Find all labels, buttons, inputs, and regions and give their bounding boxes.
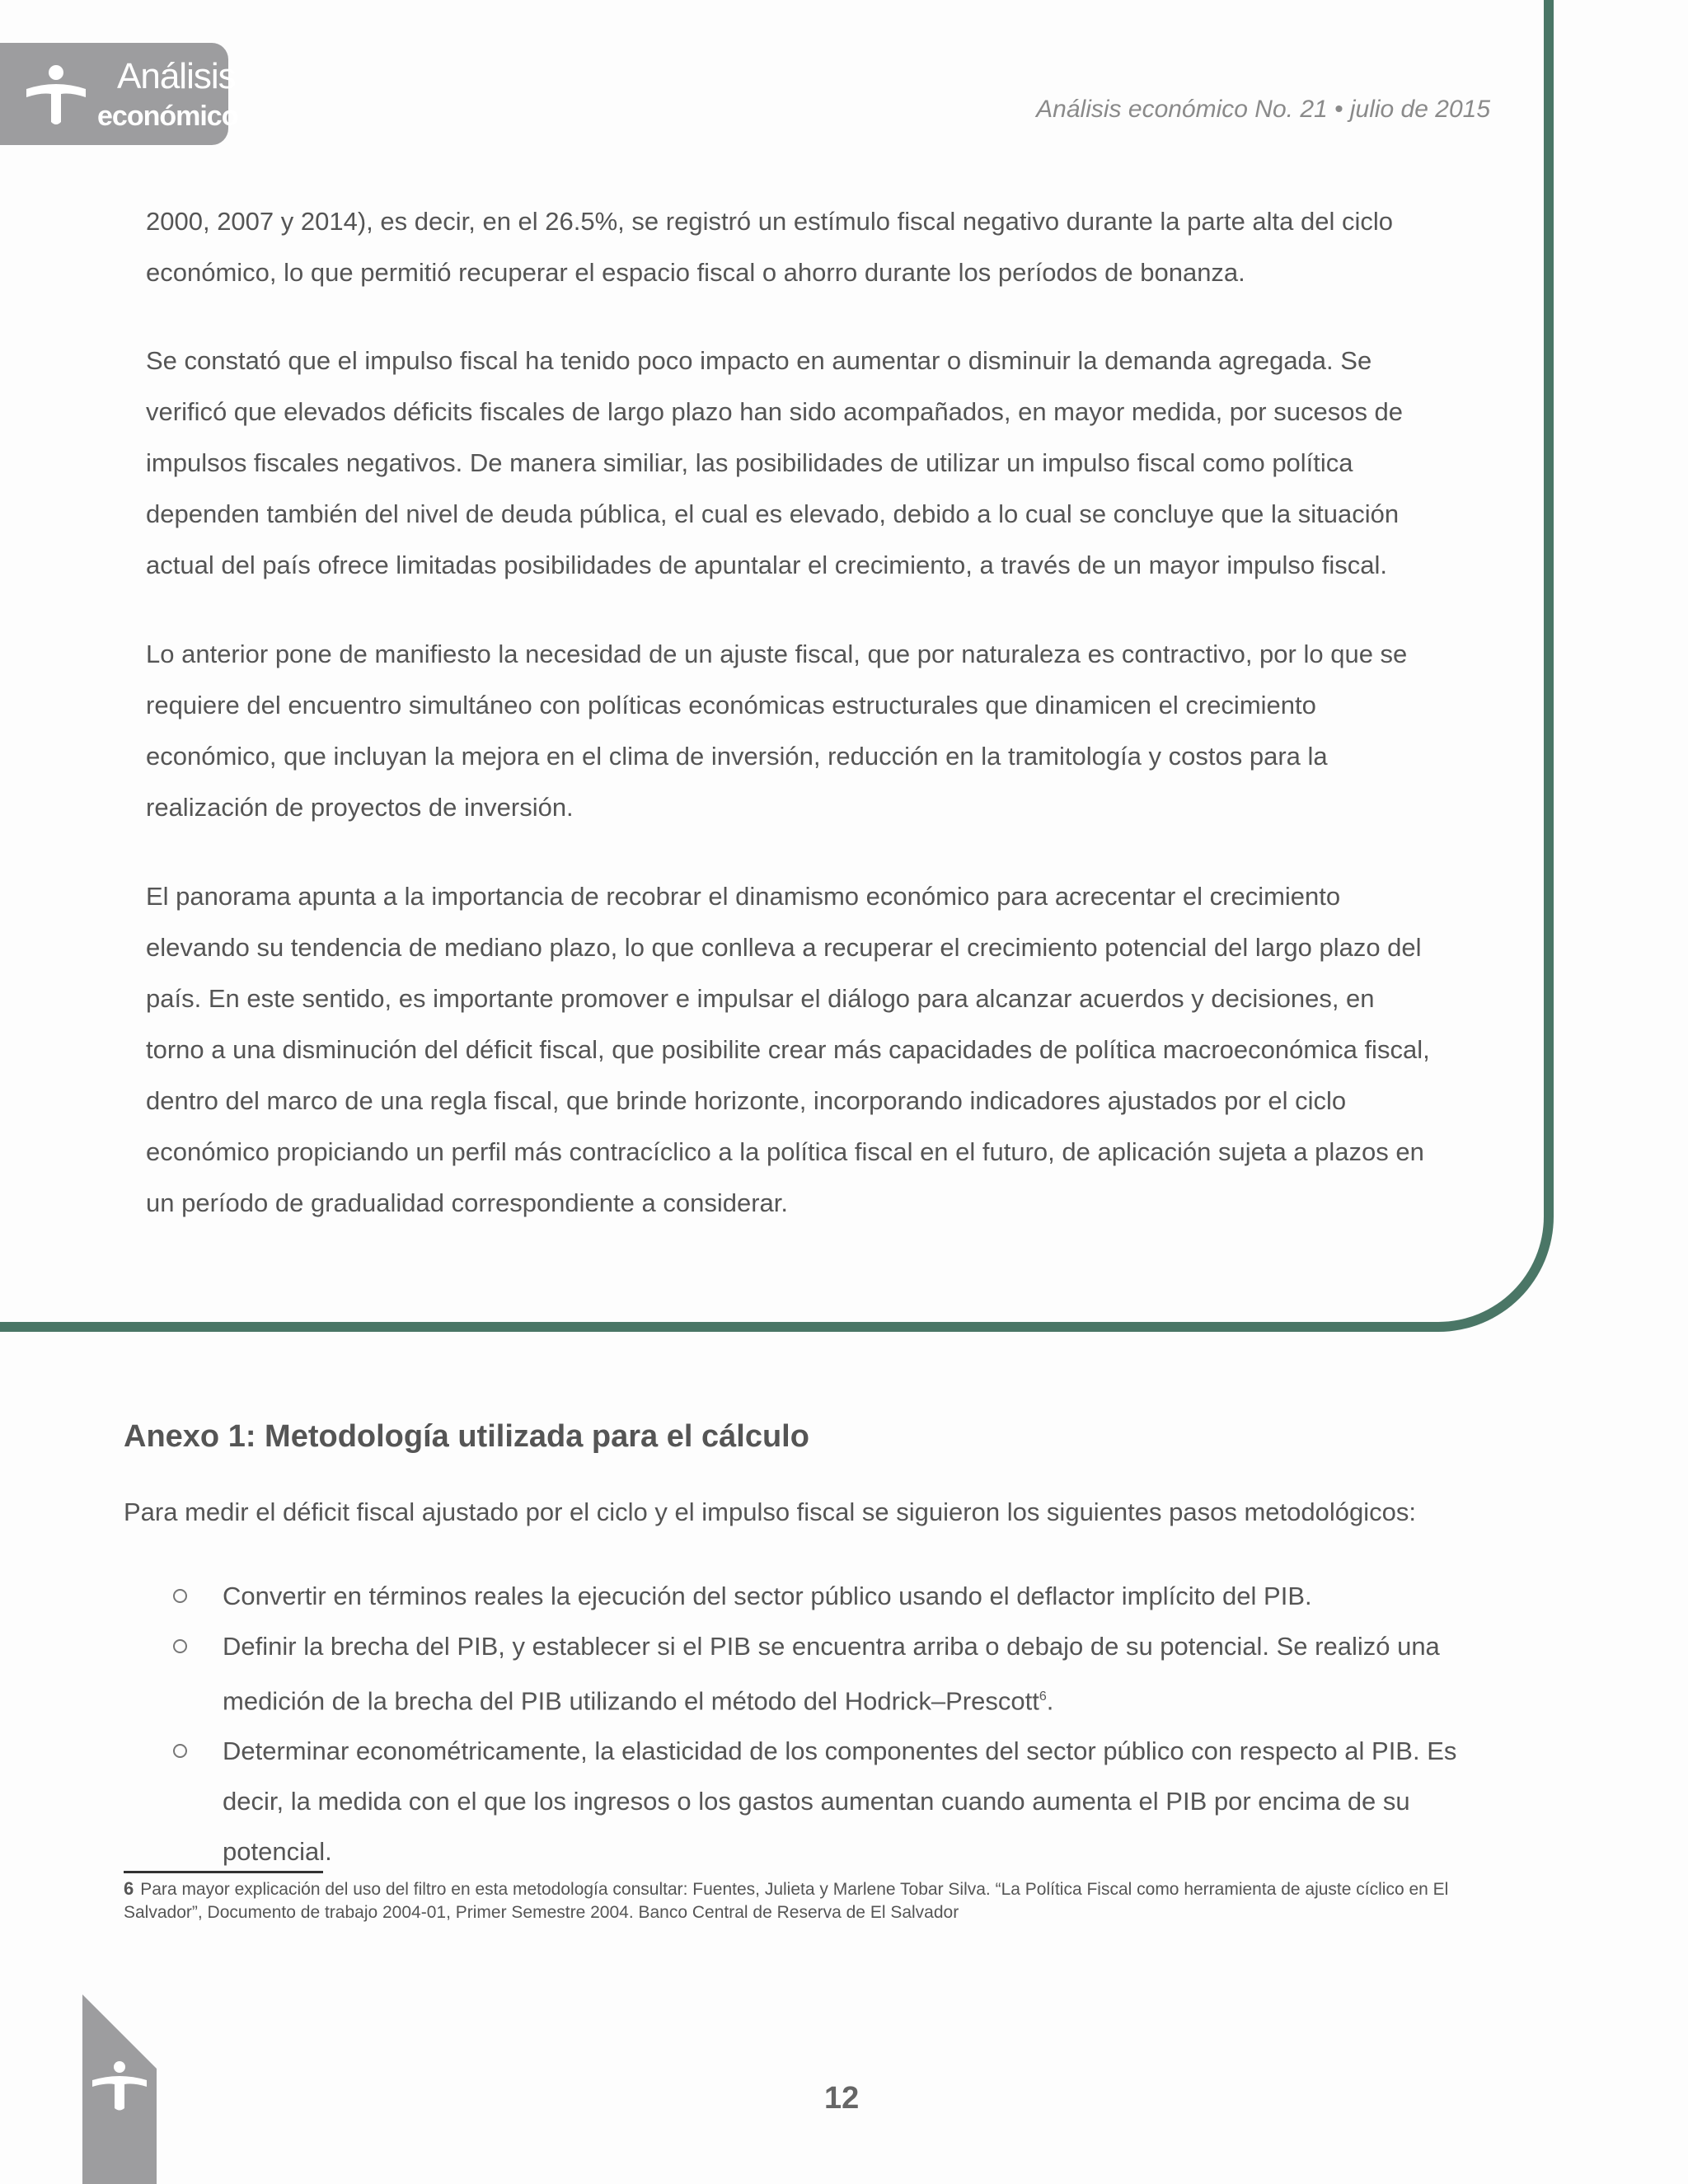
running-header: Análisis económico No. 21 • julio de 2015	[1036, 96, 1490, 123]
logo-word-economico: económico	[97, 101, 238, 132]
paragraph-2: Se constató que el impulso fiscal ha tenido poco impacto en aumentar o disminuir la demanda agregada. Se verificó que elevados déficits fiscales de largo plazo han sido acompañados, en mayor medida, por sucesos de impulsos fiscales negativos. De manera similiar, las posibilidades de utilizar un impulso fiscal como política dependen también del nivel de deuda pública, el cual es elevado, debido a lo cual se concluye que la situación actual del país ofrece limitadas posibilidades de apuntalar el crecimiento, a través de un mayor impulso fiscal.	[146, 346, 1404, 579]
circle-bullet-icon	[173, 1639, 187, 1653]
corner-logo-tab	[82, 1994, 157, 2184]
footnote-number: 6	[124, 1878, 134, 1899]
methodology-steps	[124, 1571, 1525, 1877]
footnote-reference[interactable]: 6	[1039, 1690, 1047, 1704]
footnote-rule	[124, 1871, 323, 1873]
footnote	[124, 1877, 1500, 1924]
footnote-text: Para mayor explicación del uso del filtro en esta metodología consultar: Fuentes, Julieta y Marlene Tobar Silva. “La Política Fiscal como herramienta de ajuste cíclico en El Salvador”, Documento de trabajo 2004-01, Primer Semestre 2004. Banco Central de Reserva de El Salvador	[124, 1880, 1449, 1922]
annex-title: Anexo 1: Metodología utilizada para el cálculo	[124, 1419, 809, 1454]
paragraph-3: Lo anterior pone de manifiesto la necesidad de un ajuste fiscal, que por naturaleza es contractivo, por lo que se requiere del encuentro simultáneo con políticas económicas estructurales que dinamicen el crecimiento económico, que incluyan la mejora en el clima de inversión, reducción en la tramitología y costos para la realización de proyectos de inversión.	[146, 640, 1408, 822]
logo-figure-icon	[25, 64, 87, 127]
circle-bullet-icon	[173, 1744, 187, 1758]
page-number: 12	[824, 2081, 860, 2116]
list-item: Determinar econométricamente, la elasticidad de los componentes del sector público con respecto al PIB. Es decir, la medida con el que los ingresos o los gastos aumentan cuando aumenta el PIB por encima de su potencial.	[124, 1726, 1525, 1877]
list-item: Convertir en términos reales la ejecución del sector público usando el deflactor implícito del PIB.	[124, 1571, 1525, 1621]
paragraph-1: 2000, 2007 y 2014), es decir, en el 26.5%, se registró un estímulo fiscal negativo durante la parte alta del ciclo económico, lo que permitió recuperar el espacio fiscal o ahorro durante los períodos de bonanza.	[146, 207, 1394, 287]
paragraph-4: El panorama apunta a la importancia de recobrar el dinamismo económico para acrecentar el crecimiento elevando su tendencia de mediano plazo, lo que conlleva a recuperar el crecimiento potencial del largo plazo del país. En este sentido, es importante promover e impulsar el diálogo para alcanzar acuerdos y decisiones, en torno a una disminución del déficit fiscal, que posibilite crear más capacidades de política macroeconómica fiscal, dentro del marco de una regla fiscal, que brinde horizonte, incorporando indicadores ajustados por el ciclo económico propiciando un perfil más contracíclico a la política fiscal en el futuro, de aplicación sujeta a plazos en un período de gradualidad correspondiente a considerar.	[146, 882, 1430, 1217]
logo-word-analisis: Análisis	[117, 56, 236, 96]
circle-bullet-icon	[173, 1589, 187, 1603]
publication-logo	[0, 43, 238, 145]
list-item: Definir la brecha del PIB, y establecer si el PIB se encuentra arriba o debajo de su potencial. Se realizó una medición de la brecha del PIB utilizando el método del Hodrick–Prescott$^6$.	[124, 1621, 1525, 1726]
annex-intro: Para medir el déficit fiscal ajustado por el ciclo y el impulso fiscal se siguieron los siguientes pasos metodológicos:	[124, 1497, 1416, 1526]
